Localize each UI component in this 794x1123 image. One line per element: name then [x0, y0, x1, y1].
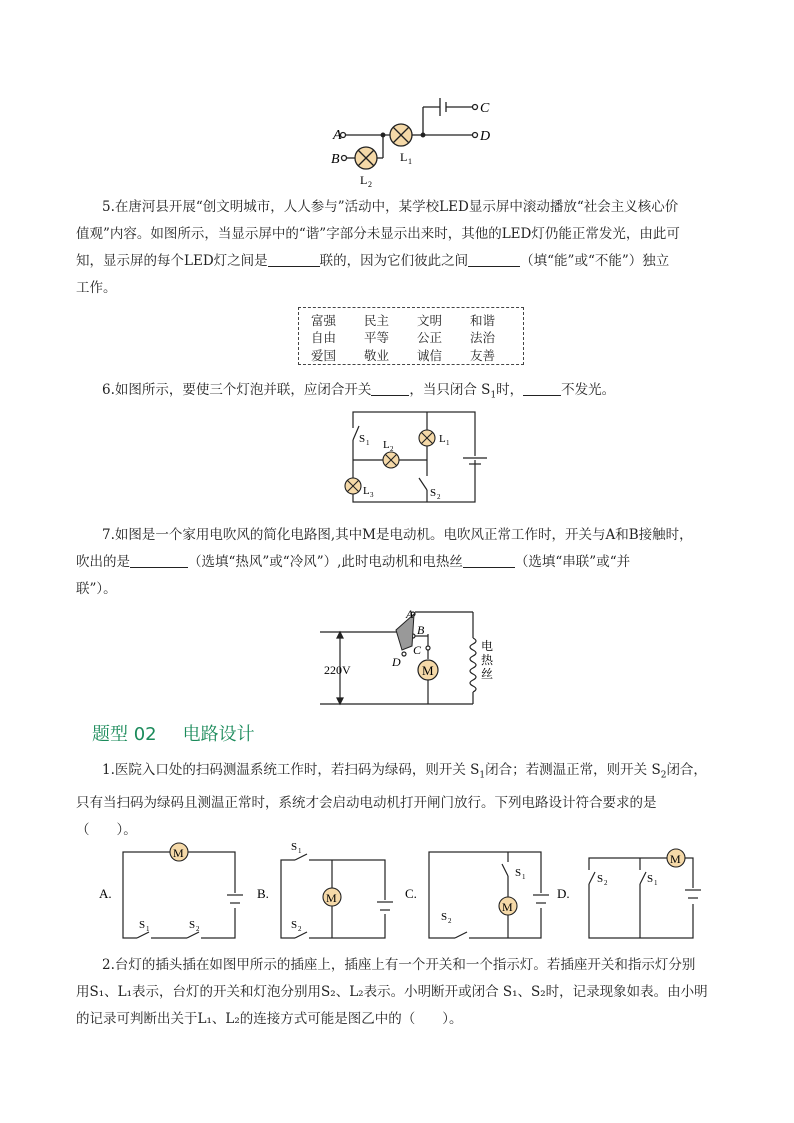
switch-sub: 1 — [522, 873, 526, 881]
value-cell: 平等 — [364, 330, 390, 346]
value-cell: 自由 — [311, 330, 337, 346]
switch-label: S — [647, 873, 654, 885]
q6-text-c: 时， — [496, 382, 524, 398]
value-cell: 富强 — [311, 313, 337, 328]
p2-line-1: 2.台灯的插头插在如图甲所示的插座上，插座上有一个开关和一个指示灯。若插座开关和指示灯分别 — [102, 957, 696, 973]
q5-text-b: 联的，因为它们彼此之间 — [319, 253, 469, 269]
switch-label: S — [189, 919, 196, 931]
value-cell: 民主 — [364, 313, 390, 328]
question-5 — [76, 194, 720, 302]
heater-label: 电 — [481, 639, 494, 653]
label-L2: L — [360, 173, 368, 187]
value-cell: 和谐 — [470, 313, 496, 328]
q6-text-d: 不发光。 — [561, 382, 616, 398]
value-cell: 敬业 — [364, 347, 390, 363]
p1-text-a: 1.医院入口处的扫码测温系统工作时，若扫码为绿码，则开关 S — [102, 762, 480, 778]
label-B: B — [417, 623, 425, 637]
section-title: 电路设计 — [182, 724, 255, 745]
heater-label: 热 — [481, 653, 494, 667]
q7-text-b: （选填“热风”或“冷风”）,此时电动机和电热丝 — [188, 554, 463, 570]
value-cell: 公正 — [417, 330, 443, 346]
q5-text-a: 知，显示屏的每个LED灯之间是 — [76, 253, 268, 269]
switch-label: S — [515, 867, 522, 879]
switch-sub: 2 — [604, 879, 608, 887]
p2-line-2: 用S₁、L₁表示，台灯的开关和灯泡分别用S₂、L₂表示。小明断开或闭合 S₁、S₂时，记录现象如表。由小明 — [76, 984, 708, 1000]
value-cell: 诚信 — [417, 347, 443, 363]
label-D: D — [392, 655, 401, 669]
label-D: D — [480, 129, 491, 144]
p1-sub-1: 1 — [479, 770, 486, 781]
q5-text-c: （填“能”或“不能”）独立 — [520, 253, 670, 269]
switch-label: S — [441, 911, 448, 923]
p1-sub-2: 2 — [660, 770, 667, 781]
motor-label: M — [173, 846, 184, 860]
label-L1-sub: 1 — [446, 439, 450, 447]
q6-circuit-figure — [335, 408, 495, 508]
switch-sub: 2 — [448, 917, 452, 925]
motor-label: M — [326, 891, 337, 905]
value-cell: 友善 — [470, 347, 496, 363]
switch-label: S — [291, 919, 298, 931]
value-cell: 法治 — [470, 330, 496, 346]
switch-sub: 1 — [298, 847, 302, 855]
label-B: B — [331, 152, 340, 167]
q7-line-2 — [76, 549, 720, 576]
q5-line-3 — [76, 248, 720, 275]
section-code: 题型 02 — [92, 724, 157, 745]
label-C: C — [480, 101, 490, 116]
q4-circuit-figure — [325, 95, 505, 190]
switch-sub: 1 — [146, 925, 150, 933]
label-L1: L — [439, 433, 446, 445]
q6-blank-2[interactable] — [523, 381, 561, 396]
switch-sub: 1 — [654, 879, 658, 887]
option-B-label[interactable]: B. — [257, 886, 269, 901]
label-L3: L — [363, 485, 370, 497]
switch-sub: 2 — [298, 925, 302, 933]
p1-options-figure — [95, 838, 715, 946]
q5-blank-2[interactable] — [468, 252, 520, 267]
label-C: C — [413, 643, 422, 657]
q5-line-4: 工作。 — [76, 280, 117, 296]
motor-label: M — [422, 663, 434, 678]
option-D-label[interactable]: D. — [557, 886, 570, 901]
label-L3-sub: 3 — [370, 491, 374, 499]
q7-line-1: 7.如图是一个家用电吹风的简化电路图,其中M是电动机。电吹风正常工作时，开关与A和B接触时， — [102, 527, 693, 543]
label-A: A — [333, 128, 342, 143]
p1-line-2: 只有当扫码为绿码且测温正常时，系统才会启动电动机打开闸门放行。下列电路设计符合要求的是 — [76, 794, 657, 811]
label-S2-sub: 2 — [437, 493, 441, 501]
q5-blank-1[interactable] — [268, 252, 320, 267]
question-6 — [76, 377, 720, 410]
q5-line-1: 5.在唐河县开展“创文明城市，人人参与”活动中，某学校LED显示屏中滚动播放“社会主义核心价 — [102, 199, 679, 215]
label-L1-sub: 1 — [408, 157, 412, 166]
motor-label: M — [670, 852, 681, 866]
label-S1: S — [359, 433, 366, 445]
label-S1-sub: 1 — [366, 439, 370, 447]
motor-label: M — [502, 900, 513, 914]
value-cell: 文明 — [417, 313, 443, 328]
value-cell: 爱国 — [311, 347, 337, 363]
q6-sub: 1 — [490, 390, 497, 401]
q7-text-a: 吹出的是 — [76, 554, 130, 570]
q6-blank-1[interactable] — [371, 381, 409, 396]
option-C-label[interactable]: C. — [405, 886, 417, 901]
q6-text-b: ，当只闭合 S — [409, 382, 491, 398]
p2-line-3: 的记录可判断出关于L₁、L₂的连接方式可能是图乙中的（ ）。 — [76, 1011, 463, 1027]
label-L2: L — [383, 439, 390, 451]
q7-blank-1[interactable] — [130, 553, 188, 568]
switch-label: S — [597, 873, 604, 885]
core-values-display — [298, 307, 524, 365]
switch-label: S — [139, 919, 146, 931]
q7-blank-2[interactable] — [463, 553, 515, 568]
section-heading — [92, 720, 281, 746]
question-7 — [76, 522, 720, 603]
label-A: A — [406, 607, 414, 621]
q7-text-c: （选填“串联”或“并 — [514, 554, 631, 570]
p1-text-b: 闭合；若测温正常，则开关 S — [485, 762, 661, 778]
problem-1 — [76, 757, 720, 844]
option-A-label[interactable]: A. — [99, 886, 112, 901]
switch-sub: 2 — [196, 925, 200, 933]
p1-line-3: （ ）。 — [76, 821, 137, 838]
heater-label: 丝 — [481, 667, 494, 681]
label-S2: S — [430, 487, 437, 499]
problem-2 — [76, 952, 720, 1033]
q7-hairdryer-circuit — [318, 604, 498, 710]
voltage-label: 220V — [324, 663, 351, 677]
label-L2-sub: 2 — [390, 445, 394, 453]
q5-line-2: 值观”内容。如图所示，当显示屏中的“谐”字部分未显示出来时，其他的LED灯仍能正常发光，由此可 — [76, 226, 680, 242]
q6-text-a: 6.如图所示，要使三个灯泡并联，应闭合开关 — [102, 382, 372, 398]
q7-line-3: 联”）。 — [76, 581, 117, 597]
label-L2-sub: 2 — [368, 180, 372, 189]
p1-line-1 — [76, 757, 720, 790]
switch-label: S — [291, 841, 298, 853]
label-L1: L — [400, 150, 408, 164]
p1-text-c: 闭合， — [666, 762, 707, 778]
